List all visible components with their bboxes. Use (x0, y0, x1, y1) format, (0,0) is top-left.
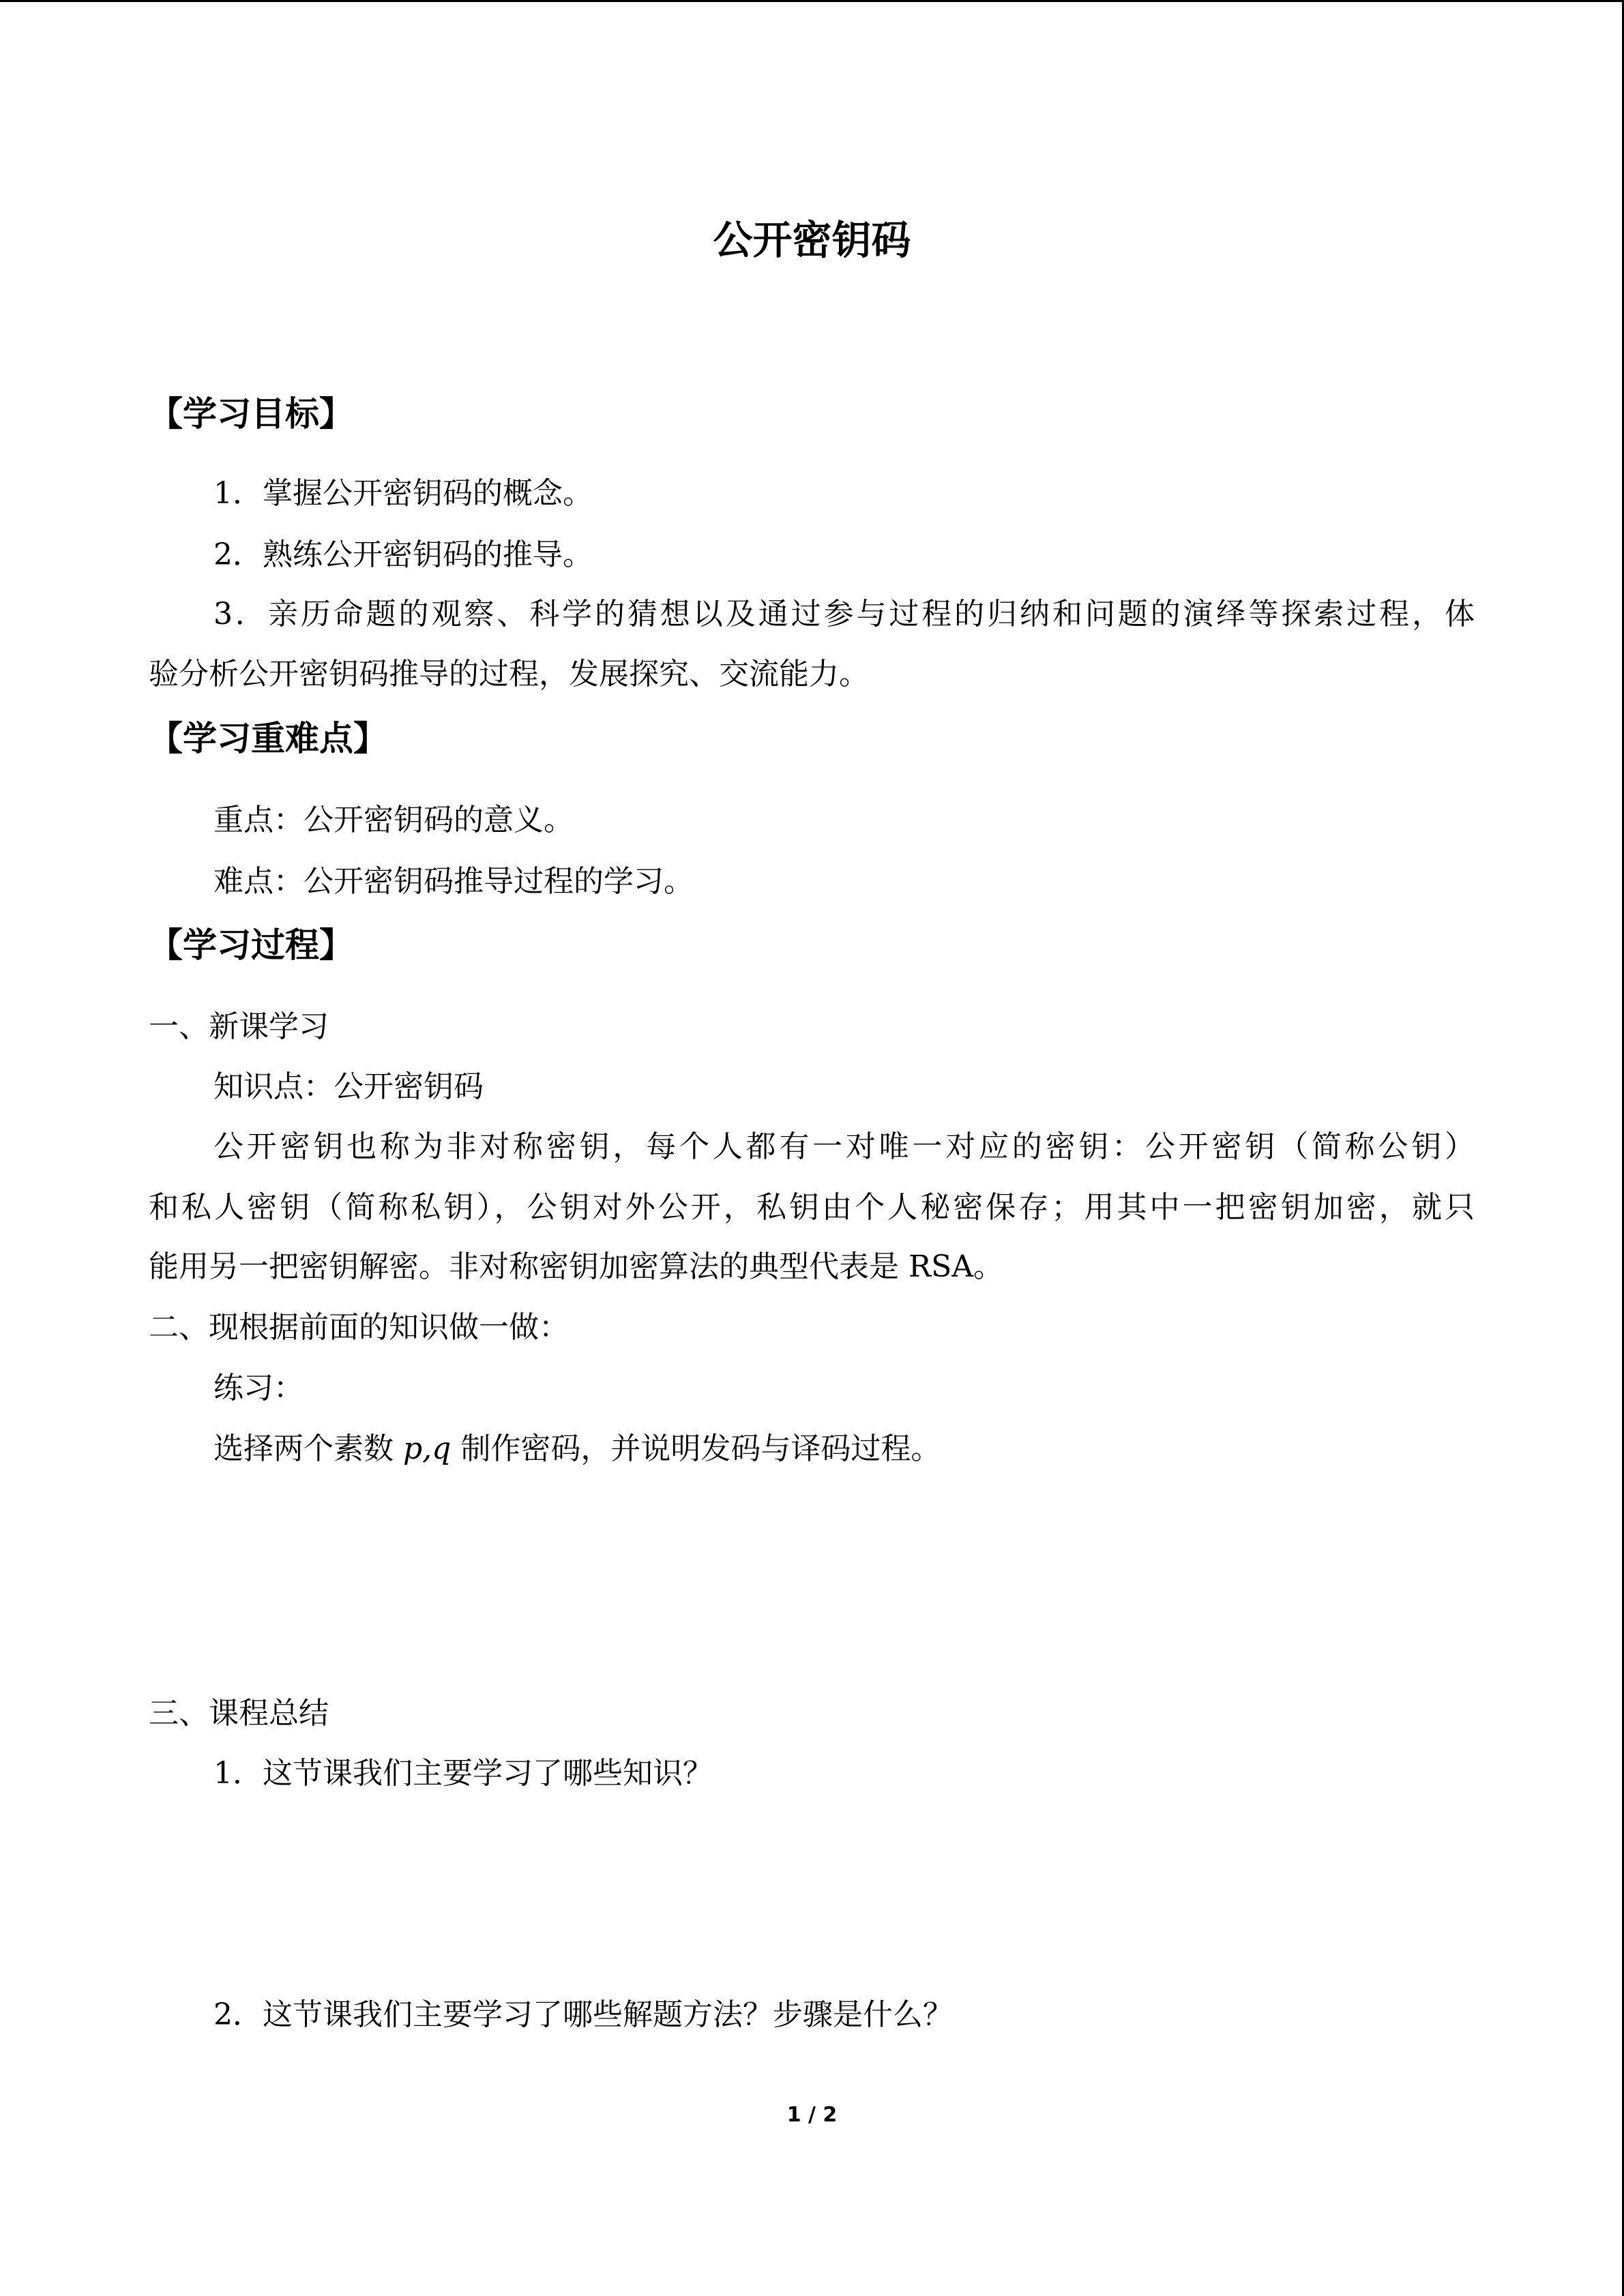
objective-item-3: 3．亲历命题的观察、科学的猜想以及通过参与过程的归纳和问题的演绎等探索过程，体 (213, 597, 1475, 631)
page-border-top (0, 0, 1624, 2)
page-title: 公开密钥码 (713, 217, 911, 263)
page-number: 1 / 2 (786, 2103, 838, 2127)
difficulty-point: 难点：公开密钥码推导过程的学习。 (213, 864, 694, 899)
knowledge-point: 知识点：公开密钥码 (213, 1069, 484, 1104)
paragraph-line-3: 能用另一把密钥解密。非对称密钥加密算法的典型代表是 RSA。 (149, 1249, 1004, 1284)
process-heading: 【学习过程】 (149, 925, 353, 965)
objectives-heading: 【学习目标】 (149, 394, 353, 434)
section-practice: 二、现根据前面的知识做一做： (149, 1310, 569, 1345)
exercise-suffix: 制作密码，并说明发码与译码过程。 (451, 1431, 941, 1466)
section-new-lesson: 一、新课学习 (149, 1009, 329, 1044)
exercise-prefix: 选择两个素数 (213, 1431, 403, 1466)
exercise-math: p,q (403, 1431, 452, 1466)
paragraph-line-2: 和私人密钥（简称私钥），公钥对外公开，私钥由个人秘密保存；用其中一把密钥加密，就只 (149, 1190, 1475, 1225)
objective-item-2: 2．熟练公开密钥码的推导。 (213, 537, 593, 572)
focus-point: 重点：公开密钥码的意义。 (213, 803, 574, 837)
exercise-prompt (213, 1428, 941, 1470)
paragraph-line-1: 公开密钥也称为非对称密钥，每个人都有一对唯一对应的密钥：公开密钥（简称公钥） (213, 1129, 1475, 1164)
objective-item-1: 1．掌握公开密钥码的概念。 (213, 476, 593, 511)
summary-question-1: 1．这节课我们主要学习了哪些知识？ (213, 1756, 713, 1791)
exercise-label: 练习： (213, 1371, 304, 1405)
section-summary: 三、课程总结 (149, 1696, 329, 1731)
objective-item-3-continued: 验分析公开密钥码推导的过程，发展探究、交流能力。 (149, 657, 869, 691)
key-points-heading: 【学习重难点】 (149, 719, 387, 758)
summary-question-2: 2．这节课我们主要学习了哪些解题方法？步骤是什么？ (213, 1997, 953, 2032)
